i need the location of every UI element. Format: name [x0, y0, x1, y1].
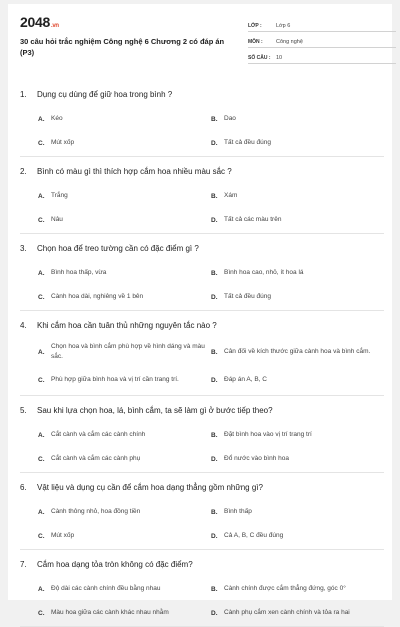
option-a[interactable]: [38, 185, 211, 207]
option-b[interactable]: [211, 262, 384, 284]
option-text: Màu hoa giữa các cành khác nhau nhằm: [51, 609, 169, 616]
question-2: [20, 157, 384, 234]
option-letter: C.: [38, 216, 45, 224]
question-number: 4.: [20, 320, 27, 330]
option-a[interactable]: [38, 262, 211, 284]
question-text: Vật liệu và dụng cụ cần để cắm hoa dạng thẳng gồm những gì?: [37, 482, 263, 492]
option-text: Tất cả đều đúng: [224, 139, 271, 146]
option-a[interactable]: [38, 339, 211, 365]
option-text: Đặt bình hoa vào vị trí trang trí: [224, 431, 312, 438]
question-text: Chọn hoa để treo tường cần có đặc điểm gì ?: [37, 243, 199, 253]
meta-label: LỚP :: [248, 23, 262, 29]
question-text: Khi cắm hoa cần tuân thủ những nguyên tắc nào ?: [37, 320, 217, 330]
option-letter: B.: [211, 348, 218, 356]
question-number: 7.: [20, 559, 27, 569]
option-b[interactable]: [211, 108, 384, 130]
option-letter: C.: [38, 532, 45, 540]
option-d[interactable]: [211, 523, 384, 549]
option-a[interactable]: [38, 501, 211, 523]
option-b[interactable]: [211, 578, 384, 600]
option-b[interactable]: [211, 501, 384, 523]
meta-value: Công nghệ: [276, 39, 303, 45]
document-header: [20, 14, 380, 66]
question-number: 2.: [20, 166, 27, 176]
option-letter: D.: [211, 139, 218, 147]
question-list: [20, 80, 384, 627]
meta-label: MÔN :: [248, 39, 263, 45]
option-letter: A.: [38, 269, 45, 277]
option-text: Bình hoa thấp, vừa: [51, 269, 107, 276]
option-a[interactable]: [38, 424, 211, 446]
meta-row-subject: [248, 34, 396, 48]
option-text: Cành chính được cắm thẳng đứng, góc 0°: [224, 585, 346, 592]
option-letter: A.: [38, 508, 45, 516]
option-d[interactable]: [211, 365, 384, 395]
meta-row-class: [248, 18, 396, 32]
option-text: Bình thấp: [224, 508, 252, 515]
question-number: 6.: [20, 482, 27, 492]
option-text: Cành phụ cắm xen cành chính và tỏa ra hai: [224, 609, 350, 616]
option-b[interactable]: [211, 339, 384, 365]
option-text: Phù hợp giữa bình hoa và vị trí cần trang trí.: [51, 376, 179, 383]
option-letter: C.: [38, 609, 45, 617]
option-a[interactable]: [38, 578, 211, 600]
option-text: Tất cả các màu trên: [224, 216, 282, 223]
meta-label: SỐ CÂU :: [248, 55, 271, 61]
option-letter: A.: [38, 431, 45, 439]
logo-text: 2048: [20, 14, 50, 30]
option-letter: B.: [211, 192, 218, 200]
question-5: [20, 396, 384, 473]
option-letter: B.: [211, 508, 218, 516]
option-letter: C.: [38, 293, 45, 301]
question-number: 1.: [20, 89, 27, 99]
option-letter: D.: [211, 376, 218, 384]
option-c[interactable]: [38, 446, 211, 472]
option-letter: C.: [38, 139, 45, 147]
option-letter: B.: [211, 431, 218, 439]
option-letter: D.: [211, 216, 218, 224]
option-d[interactable]: [211, 130, 384, 156]
option-text: Chọn hoa và bình cắm phù hợp về hình dáng và màu sắc.: [51, 343, 205, 360]
option-c[interactable]: [38, 600, 211, 626]
option-letter: A.: [38, 115, 45, 123]
site-logo[interactable]: [20, 14, 59, 30]
option-text: Kéo: [51, 115, 63, 122]
option-c[interactable]: [38, 130, 211, 156]
option-text: Xám: [224, 192, 238, 199]
option-b[interactable]: [211, 185, 384, 207]
question-number: 3.: [20, 243, 27, 253]
option-text: Độ dài các cành chính đều bằng nhau: [51, 585, 161, 592]
option-letter: B.: [211, 115, 218, 123]
option-text: Mút xốp: [51, 532, 75, 539]
option-text: Dao: [224, 115, 236, 122]
option-d[interactable]: [211, 600, 384, 626]
meta-value: Lớp 6: [276, 23, 291, 29]
option-letter: A.: [38, 192, 45, 200]
option-letter: C.: [38, 455, 45, 463]
option-letter: D.: [211, 293, 218, 301]
question-1: [20, 80, 384, 157]
option-a[interactable]: [38, 108, 211, 130]
question-number: 5.: [20, 405, 27, 415]
option-letter: C.: [38, 376, 45, 384]
document-page: [8, 4, 392, 617]
option-text: Cắt cành và cắm các cành phụ: [51, 455, 141, 462]
question-7: [20, 550, 384, 627]
meta-value: 10: [276, 55, 283, 61]
option-c[interactable]: [38, 523, 211, 549]
option-text: Cân đối về kích thước giữa cành hoa và bình cắm.: [224, 348, 371, 355]
option-letter: D.: [211, 532, 218, 540]
option-text: Tất cả đều đúng: [224, 293, 271, 300]
option-d[interactable]: [211, 284, 384, 310]
option-letter: B.: [211, 269, 218, 277]
option-d[interactable]: [211, 446, 384, 472]
option-letter: B.: [211, 585, 218, 593]
option-text: Cắt cành và cắm các cành chính: [51, 431, 146, 438]
question-text: Cắm hoa dạng tỏa tròn không có đặc điểm?: [37, 559, 193, 569]
option-c[interactable]: [38, 284, 211, 310]
option-b[interactable]: [211, 424, 384, 446]
option-c[interactable]: [38, 365, 211, 395]
option-text: Đáp án A, B, C: [224, 376, 267, 383]
question-3: [20, 234, 384, 311]
option-d[interactable]: [211, 207, 384, 233]
option-letter: A.: [38, 348, 45, 356]
option-text: Cành thông nhỏ, hoa đồng tiền: [51, 508, 141, 515]
meta-info: [248, 18, 396, 66]
document-title: 30 câu hỏi trắc nghiệm Công nghệ 6 Chương 2 có đáp án (P3): [20, 37, 225, 57]
question-6: [20, 473, 384, 550]
option-text: Cả A, B, C đều đúng: [224, 532, 284, 539]
option-letter: D.: [211, 455, 218, 463]
option-text: Đổ nước vào bình hoa: [224, 455, 289, 462]
option-text: Trắng: [51, 192, 68, 199]
question-text: Bình có màu gì thì thích hợp cắm hoa nhiều màu sắc ?: [37, 166, 232, 176]
meta-row-count: [248, 50, 396, 64]
option-c[interactable]: [38, 207, 211, 233]
option-letter: A.: [38, 585, 45, 593]
option-text: Bình hoa cao, nhỏ, ít hoa lá: [224, 269, 304, 276]
question-4: [20, 311, 384, 396]
question-text: Sau khi lựa chọn hoa, lá, bình cắm, ta sẽ làm gì ở bước tiếp theo?: [37, 405, 273, 415]
option-text: Nâu: [51, 216, 63, 223]
logo-suffix: .vn: [50, 23, 59, 29]
option-text: Cành hoa dài, nghiêng về 1 bên: [51, 293, 144, 300]
question-text: Dụng cụ dùng để giữ hoa trong bình ?: [37, 89, 173, 99]
option-letter: D.: [211, 609, 218, 617]
option-text: Mút xốp: [51, 139, 75, 146]
